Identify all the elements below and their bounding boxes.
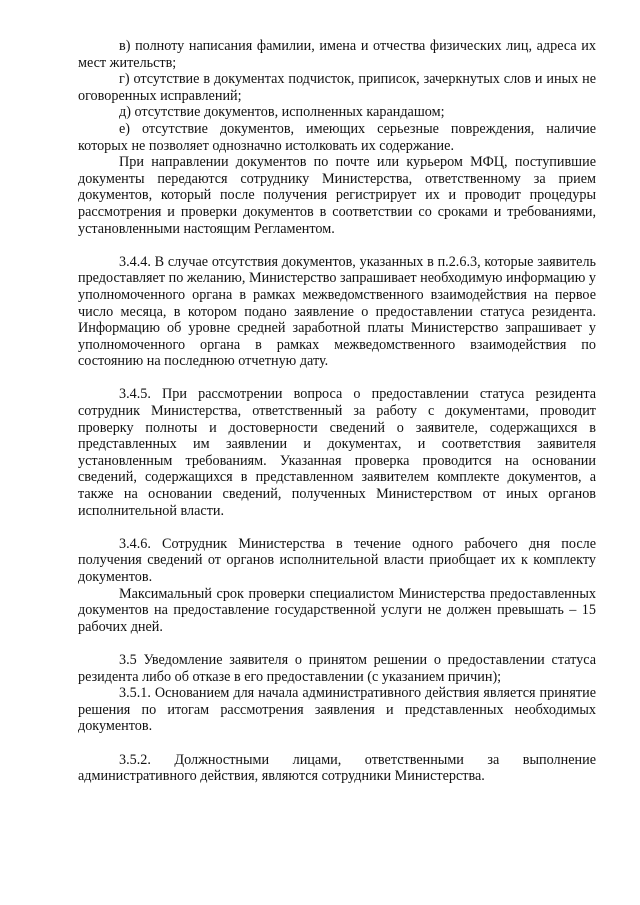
paragraph-item-v: в) полноту написания фамилии, имена и отчества физических лиц, адреса их мест жительств; xyxy=(78,38,596,71)
paragraph-item-g: г) отсутствие в документах подчисток, приписок, зачеркнутых слов и иных не оговоренных исправлений; xyxy=(78,71,596,104)
paragraph-spacer xyxy=(78,370,596,387)
paragraph-max-term: Максимальный срок проверки специалистом Министерства предоставленных документов на предоставление государственной услуги не должен превышать – 15 рабочих дней. xyxy=(78,585,596,635)
paragraph-spacer xyxy=(78,237,596,254)
paragraph-item-d: д) отсутствие документов, исполненных карандашом; xyxy=(119,104,445,121)
paragraph-3-5-2: 3.5.2. Должностными лицами, ответственными за выполнение административного действия, являются сотрудники Министерства. xyxy=(78,751,596,785)
paragraph-3-4-5: 3.4.5. При рассмотрении вопроса о предоставлении статуса резидента сотрудник Министерства, ответственный за работу с документами, проводит проверку полноты и достоверности сведений о заявителе, содержащихся в представленных им заявлении и документах, и соответствия заявителя установленным требованиям. Указанная проверка проводится на основании сведений, содержащихся в представленном заявителем комплекте документов, а также на основании сведений, полученных Министерством от иных органов исполнительной власти. xyxy=(78,386,596,519)
paragraph-spacer xyxy=(78,519,596,536)
paragraph-item-e: е) отсутствие документов, имеющих серьезные повреждения, наличие которых не позволяет однозначно истолковать их содержание. xyxy=(78,120,596,154)
paragraph-3-4-4: 3.4.4. В случае отсутствия документов, указанных в п.2.6.3, которые заявитель предоставляет по желанию, Министерство запрашивает необходимую информацию у уполномоченного органа в рамках межведомственного взаимодействия на первое число месяца, в котором подано заявление о предоставлении статуса резидента. Информацию об уровне средней заработной платы Министерство запрашивает у уполномоченного органа в рамках межведомственного взаимодействия по состоянию на последнюю отчетную дату. xyxy=(78,253,596,370)
paragraph-spacer xyxy=(78,735,596,752)
document-body xyxy=(78,38,596,785)
paragraph-3-5-1: 3.5.1. Основанием для начала административного действия является принятие решения по итогам рассмотрения заявления и представленных необходимых документов. xyxy=(78,685,596,735)
paragraph-mail-delivery: При направлении документов по почте или курьером МФЦ, поступившие документы передаются сотруднику Министерства, ответственному за прием документов, который после получения регистрирует их и проводит процедуры рассмотрения и проверки документов в соответствии со сроками и требованиями, установленными настоящим Регламентом. xyxy=(78,154,596,237)
paragraph-3-4-6: 3.4.6. Сотрудник Министерства в течение одного рабочего дня после получения сведений от органов исполнительной власти приобщает их к комплекту документов. xyxy=(78,535,596,585)
paragraph-spacer xyxy=(78,635,596,652)
paragraph-3-5: 3.5 Уведомление заявителя о принятом решении о предоставлении статуса резидента либо об отказе в его предоставлении (с указанием причин); xyxy=(78,651,596,685)
